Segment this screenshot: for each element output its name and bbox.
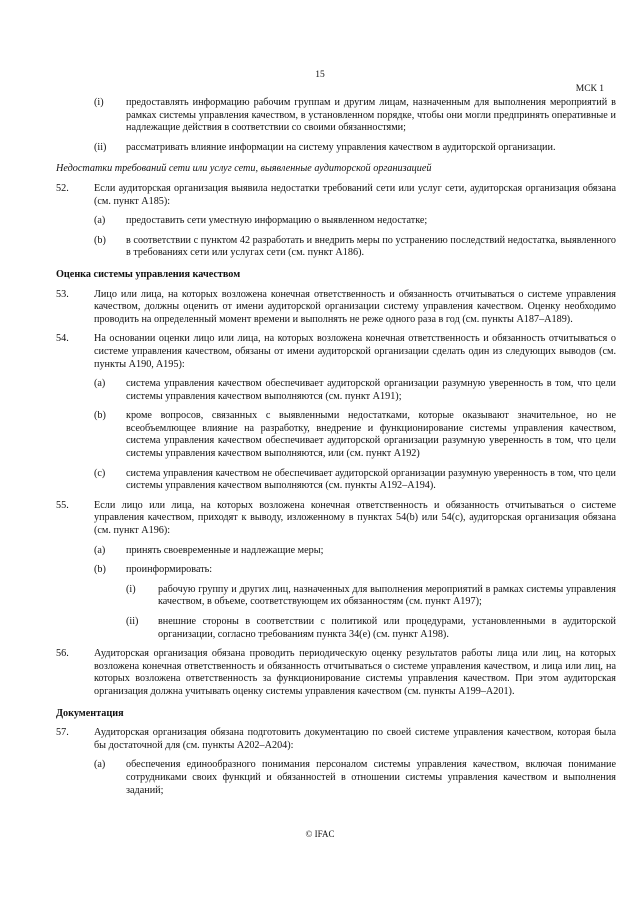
item-text: принять своевременные и надлежащие меры; <box>126 544 324 556</box>
item-text: внешние стороны в соответствии с политикой или процедурами, установленными в аудиторской организации, согласно требованиям пункта 34(e) (см. пункт A198). <box>158 616 616 640</box>
item-marker: (a) <box>94 759 106 771</box>
paragraph-text: Если аудиторская организация выявила недостатки требований сети или услуг сети, аудиторская организация обязана (см. пункт A185): <box>94 182 616 207</box>
list-item <box>94 545 616 558</box>
paragraph-54 <box>56 333 616 371</box>
section-heading: Оценка системы управления качеством <box>56 268 241 280</box>
paragraph-53 <box>56 289 616 327</box>
item-marker: (b) <box>94 234 106 246</box>
item-text: в соответствии с пунктом 42 разработать и внедрить меры по устранению последствий недостатка, выявленного в требованиях сети или услугах сети (см. пункт A186). <box>126 234 616 259</box>
item-text: предоставлять информацию рабочим группам и другим лицам, назначенным для выполнения мероприятий в рамках системы управления качеством, в установленном порядке, чтобы они могли предпринять оперативные и надлежащие действия в соответствии со своими обязанностями; <box>126 97 616 134</box>
paragraph-number: 53. <box>56 288 69 300</box>
item-text: система управления качеством обеспечивает аудиторской организации разумную уверенность в том, что цели системы управления качеством выполняются (см. пункт A191); <box>126 378 616 402</box>
item-marker: (a) <box>94 378 106 390</box>
item-marker: (i) <box>126 583 136 595</box>
paragraph-text: Если лицо или лица, на которых возложена конечная ответственность и обязанность отчитываться о системе управления качеством, приходят к выводу, изложенному в пунктах 54(b) или 54(c), аудиторская организация обязана (см. пункт A196): <box>94 499 616 537</box>
section-subheading: Недостатки требований сети или услуг сети, выявленные аудиторской организацией <box>56 163 432 175</box>
page-number: 15 <box>315 70 325 80</box>
list-item <box>94 468 616 493</box>
list-item <box>94 215 616 228</box>
list-item <box>94 564 616 577</box>
paragraph-text: Аудиторская организация обязана подготовить документацию по своей системе управления качеством, которая была бы достаточной для (см. пункты A202–A204): <box>94 727 616 751</box>
list-item <box>94 410 616 460</box>
list-item <box>94 235 616 260</box>
list-item <box>94 142 616 155</box>
item-text: проинформировать: <box>126 564 213 576</box>
list-item <box>94 97 616 135</box>
item-text: кроме вопросов, связанных с выявленными недостатками, которые оказывают значительное, но не всеобъемлющее влияние на разработку, внедрение и функционирование системы управления качеством, система управления качеством обеспечивает аудиторской организации разумную уверенность в том, что цели системы управления качеством выполняются, или (см. пункт A192) <box>126 410 616 460</box>
list-item <box>94 378 616 403</box>
item-marker: (ii) <box>126 616 139 627</box>
item-marker: (a) <box>94 544 106 556</box>
paragraph-57 <box>56 727 616 752</box>
paragraph-number: 54. <box>56 333 69 345</box>
item-text: обеспечения единообразного понимания персоналом системы управления качеством, включая понимание сотрудниками своих функций и обязанностей в отношении системы управления качеством и выполнения заданий; <box>126 759 616 796</box>
paragraph-number: 55. <box>56 499 69 511</box>
paragraph-text: Лицо или лица, на которых возложена конечная ответственность и обязанность отчитываться о системе управления качеством, должны оценить от имени аудиторской организации систему управления качеством. Оценку необходимо проводить на определенный момент времени и выполнять не реже одного раза в год (см. пункты A187–A189). <box>94 288 616 325</box>
list-item <box>94 759 616 797</box>
sub-list-item <box>126 616 616 641</box>
page-content <box>56 97 616 797</box>
sub-list-item <box>126 584 616 609</box>
paragraph-text: Аудиторская организация обязана проводить периодическую оценку результатов работы лица или лиц, на которых возложена конечная ответственность и обязанность отчитываться о системе управления качеством, и лица или лиц, на которых возложена ответственность за функционирование системы управления качеством. При этом аудиторская организация должна учитывать оценку системы управления качеством (см. пункты A199–A201). <box>94 648 616 697</box>
item-marker: (b) <box>94 564 106 576</box>
item-text: рассматривать влияние информации на систему управления качеством в аудиторской организации. <box>126 141 556 153</box>
paragraph-52 <box>56 183 616 208</box>
paragraph-text: На основании оценки лицо или лица, на которых возложена конечная ответственность и обязанность отчитываться о системе управления качеством, обязаны от имени аудиторской организации сделать один из следующих выводов (см. пункты A190, A195): <box>94 333 616 370</box>
item-text: рабочую группу и других лиц, назначенных для выполнения мероприятий в рамках системы управления качеством, в объеме, соответствующем их обязанностям (см. пункт A197); <box>158 583 616 608</box>
item-marker: (b) <box>94 410 106 422</box>
paragraph-number: 52. <box>56 182 69 194</box>
item-text: предоставить сети уместную информацию о выявленном недостатке; <box>126 215 428 227</box>
section-heading: Документация <box>56 707 124 719</box>
paragraph-56 <box>56 648 616 698</box>
copyright-footer: © IFAC <box>305 829 335 839</box>
item-marker: (c) <box>94 467 106 479</box>
paragraph-number: 57. <box>56 727 69 739</box>
paragraph-55 <box>56 500 616 538</box>
item-marker: (ii) <box>94 141 107 153</box>
standard-code: МСК 1 <box>575 84 604 94</box>
item-marker: (i) <box>94 97 104 108</box>
item-text: система управления качеством не обеспечивает аудиторской организации разумную уверенность в том, что цели системы управления качеством выполняются (см. пункты A192–A194). <box>126 467 616 492</box>
paragraph-number: 56. <box>56 648 69 660</box>
item-marker: (a) <box>94 215 106 227</box>
